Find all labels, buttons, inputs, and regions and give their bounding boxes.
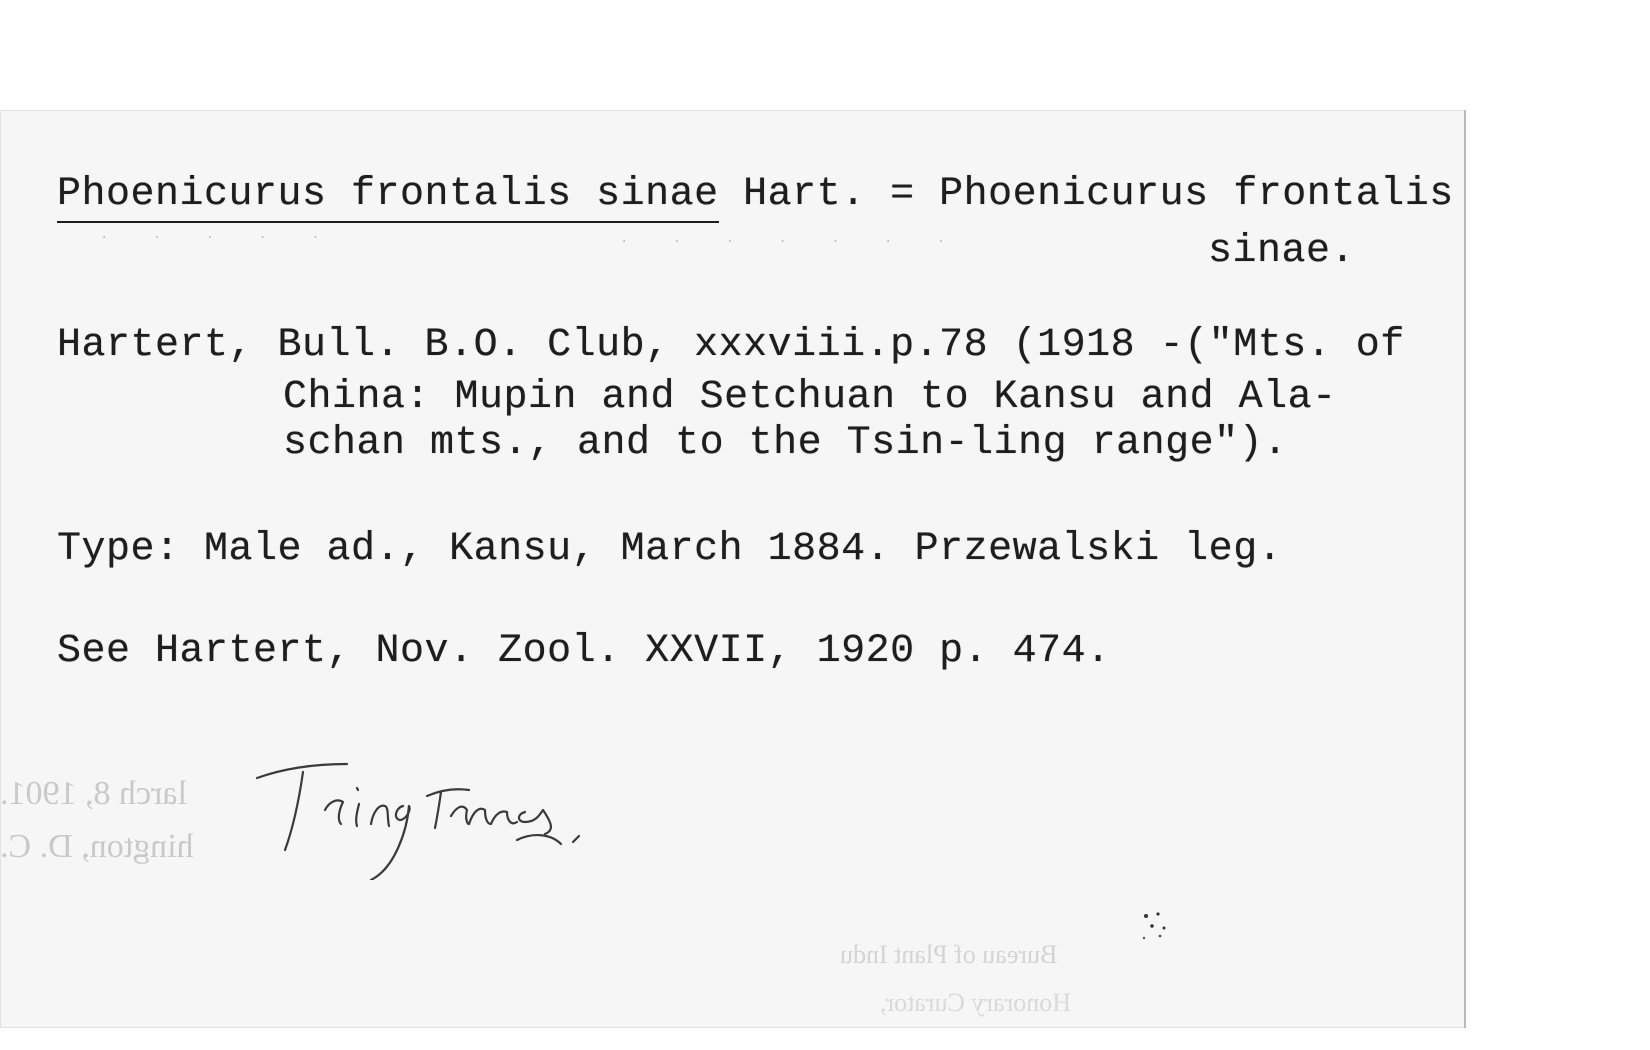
- type-specimen-line: Type: Male ad., Kansu, March 1884. Przewalski leg.: [57, 527, 1283, 572]
- bleed-through-text: hington, D. C.: [0, 828, 194, 865]
- bleed-through-text: Honorary Curator,: [880, 988, 1072, 1017]
- species-name-underlined: Phoenicurus frontalis sinae: [57, 172, 719, 223]
- bleed-through-text: larch 8, 1901.: [0, 775, 187, 812]
- index-card: [0, 110, 1466, 1028]
- reference-line-3: schan mts., and to the Tsin-ling range").: [283, 421, 1288, 466]
- ink-specks: [1140, 910, 1180, 950]
- reference-line-1: Hartert, Bull. B.O. Club, xxxviii.p.78 (1918 -("Mts. of: [57, 323, 1405, 368]
- species-synonym: Hart. = Phoenicurus frontalis: [718, 172, 1454, 217]
- bleed-through-text: Bureau of Plant Indu: [840, 940, 1058, 969]
- reference-line-2: China: Mupin and Setchuan to Kansu and Ala-: [283, 375, 1337, 420]
- species-title-continuation: sinae.: [1208, 229, 1356, 274]
- see-also-line: See Hartert, Nov. Zool. XXVII, 1920 p. 474.: [57, 629, 1111, 674]
- faint-marks: · · · · · · ·: [620, 234, 964, 250]
- species-title: [57, 171, 1454, 219]
- faint-marks: · · · · ·: [100, 230, 338, 246]
- handwritten-note: [255, 750, 625, 880]
